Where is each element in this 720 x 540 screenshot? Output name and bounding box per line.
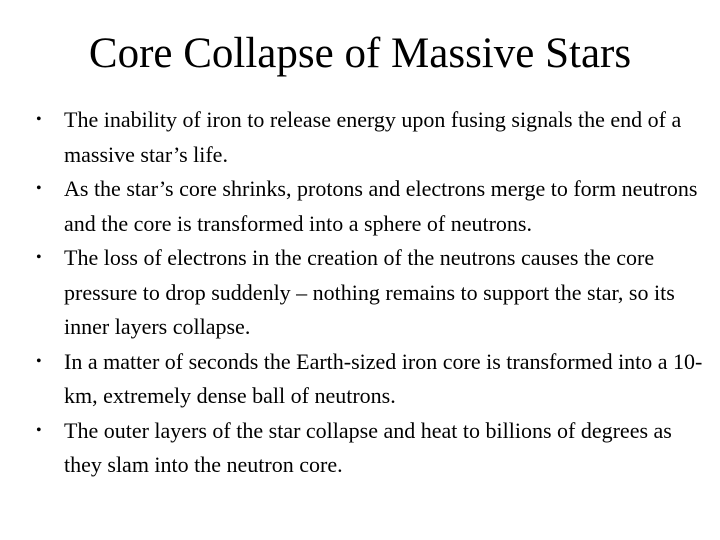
bullet-text: In a matter of seconds the Earth-sized iron core is transformed into a 10-km, extremely dense ball of neutrons. (64, 348, 703, 408)
bullet-marker: • (36, 111, 42, 128)
bullet-marker: • (36, 180, 42, 197)
bullet-marker: • (36, 352, 42, 370)
bullet-item (36, 172, 708, 241)
bullet-item (36, 345, 708, 414)
bullet-text: As the star’s core shrinks, protons and electrons merge to form neutrons and the core is transformed into a sphere of neutrons. (64, 176, 698, 236)
bullet-marker: • (36, 421, 42, 439)
bullet-item (36, 414, 708, 483)
bullet-text: The loss of electrons in the creation of the neutrons causes the core pressure to drop suddenly – nothing remains to support the star, so its inner layers collapse. (64, 245, 675, 339)
bullet-item (36, 241, 708, 345)
bullet-list (36, 103, 708, 483)
bullet-text: The inability of iron to release energy upon fusing signals the end of a massive star’s life. (64, 107, 682, 167)
bullet-marker: • (36, 249, 42, 266)
slide-title: Core Collapse of Massive Stars (88, 30, 632, 77)
bullet-item (36, 103, 708, 172)
bullet-text: The outer layers of the star collapse and heat to billions of degrees as they slam into the neutron core. (64, 417, 672, 477)
